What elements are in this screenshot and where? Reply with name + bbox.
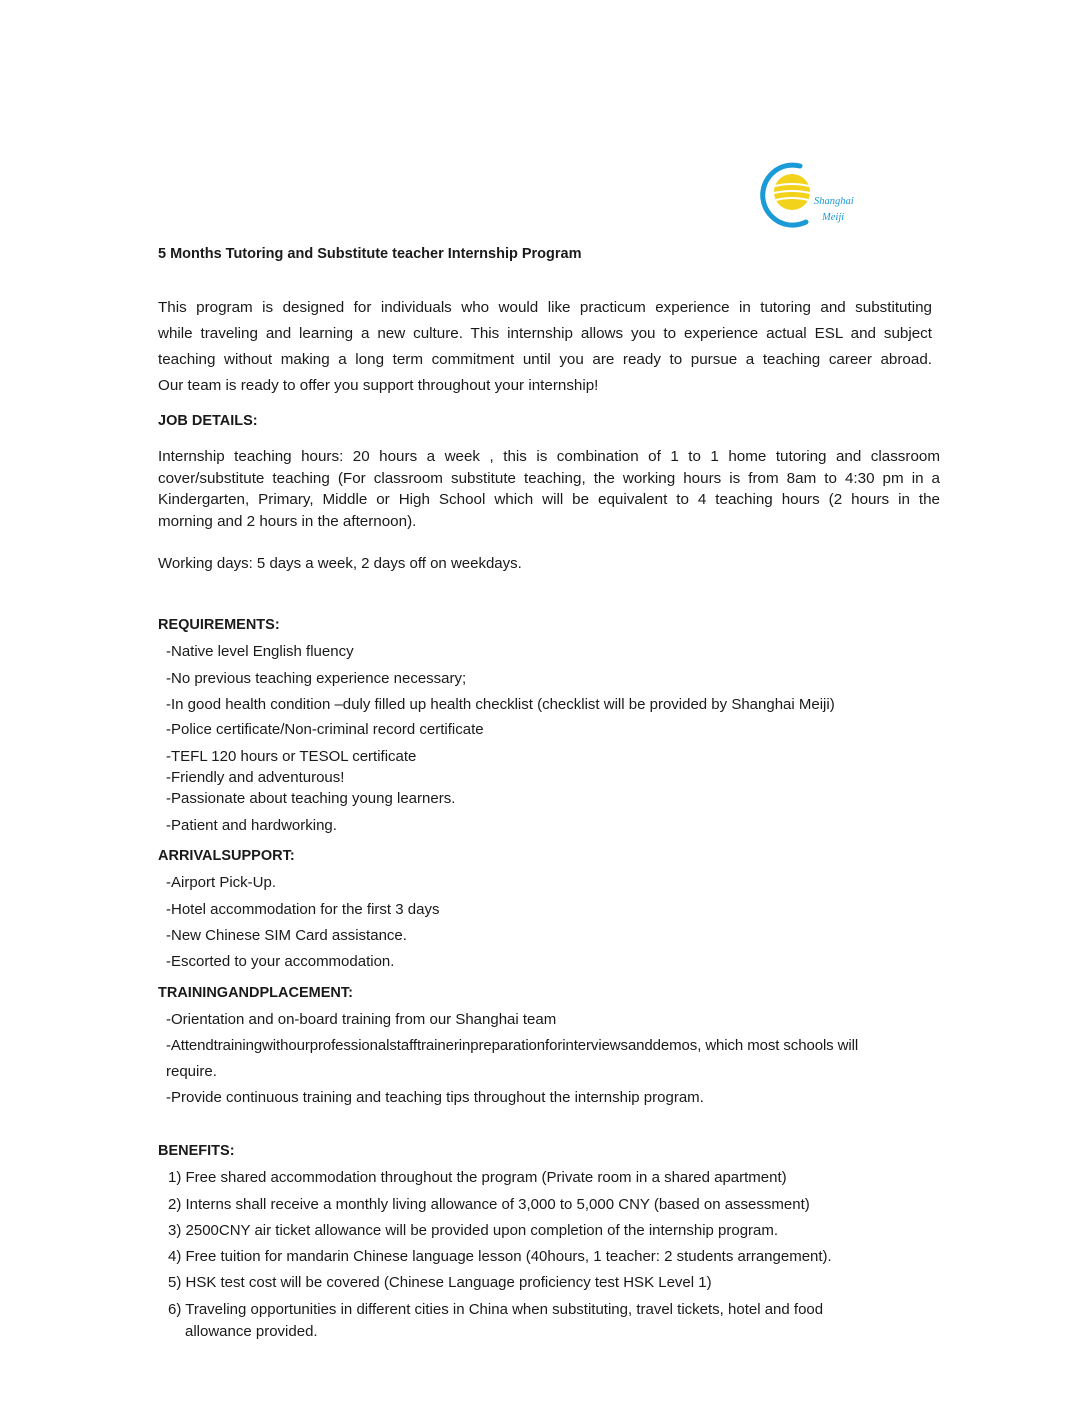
job-hours-line: Internship teaching hours: 20 hours a week , this is combination of 1 to 1 home tutoring and classroom	[158, 448, 940, 465]
requirement-item: -In good health condition –duly filled up health checklist (checklist will be provided by Shanghai Meiji)	[166, 696, 835, 713]
job-hours-line: cover/substitute teaching (For classroom substitute teaching, the working hours is from 8am to 4:30 pm in a	[158, 470, 940, 487]
requirement-item: -Native level English fluency	[166, 643, 354, 660]
training-item: -Attendtrainingwithourprofessionalstafftrainerinpreparationforinterviewsanddemos, which most schools will	[166, 1037, 859, 1054]
requirement-item: -TEFL 120 hours or TESOL certificate	[166, 748, 417, 765]
requirement-item: -Police certificate/Non-criminal record certificate	[166, 721, 484, 738]
training-item: require.	[166, 1063, 217, 1080]
intro-line: teaching without making a long term commitment until you are ready to pursue a teaching career abroad.	[158, 351, 932, 368]
intro-line: Our team is ready to offer you support throughout your internship!	[158, 377, 599, 394]
requirement-item: -Friendly and adventurous!	[166, 769, 345, 786]
shanghai-meiji-logo	[756, 156, 858, 230]
intro-line: while traveling and learning a new culture. This internship allows you to experience actual ESL and subject	[158, 325, 932, 342]
benefits-heading: BENEFITS:	[158, 1143, 235, 1159]
benefit-item-continuation: allowance provided.	[185, 1323, 318, 1340]
requirement-item: -Patient and hardworking.	[166, 817, 337, 834]
document-title: 5 Months Tutoring and Substitute teacher Internship Program	[158, 246, 582, 262]
requirements-heading: REQUIREMENTS:	[158, 617, 280, 633]
training-item: -Orientation and on-board training from our Shanghai team	[166, 1011, 557, 1028]
job-hours-line: morning and 2 hours in the afternoon).	[158, 513, 417, 530]
benefit-item: 4) Free tuition for mandarin Chinese language lesson (40hours, 1 teacher: 2 students arrangement).	[168, 1248, 832, 1265]
benefit-item: 5) HSK test cost will be covered (Chinese Language proficiency test HSK Level 1)	[168, 1274, 712, 1291]
arrival-item: -New Chinese SIM Card assistance.	[166, 927, 407, 944]
logo-text-line2: Meiji	[822, 212, 845, 223]
logo-text-line1: Shanghai	[814, 196, 854, 207]
benefit-item: 2) Interns shall receive a monthly living allowance of 3,000 to 5,000 CNY (based on assessment)	[168, 1196, 810, 1213]
training-heading: TRAININGANDPLACEMENT:	[158, 985, 353, 1001]
arrival-item: -Hotel accommodation for the first 3 days	[166, 901, 440, 918]
benefit-item: 3) 2500CNY air ticket allowance will be provided upon completion of the internship program.	[168, 1222, 779, 1239]
benefit-item: 6) Traveling opportunities in different cities in China when substituting, travel tickets, hotel and food	[168, 1301, 824, 1318]
arrival-item: -Airport Pick-Up.	[166, 874, 277, 891]
arrival-item: -Escorted to your accommodation.	[166, 953, 395, 970]
arrival-support-heading: ARRIVALSUPPORT:	[158, 848, 295, 864]
requirement-item: -No previous teaching experience necessary;	[166, 670, 467, 687]
intro-line: This program is designed for individuals who would like practicum experience in tutoring and substituting	[158, 299, 932, 316]
working-days: Working days: 5 days a week, 2 days off on weekdays.	[158, 555, 522, 572]
requirement-item: -Passionate about teaching young learners.	[166, 790, 456, 807]
job-details-heading: JOB DETAILS:	[158, 413, 258, 429]
benefit-item: 1) Free shared accommodation throughout the program (Private room in a shared apartment)	[168, 1169, 787, 1186]
job-hours-line: Kindergarten, Primary, Middle or High School which will be equivalent to 4 teaching hours (2 hours in the	[158, 491, 940, 508]
training-item: -Provide continuous training and teaching tips throughout the internship program.	[166, 1089, 704, 1106]
